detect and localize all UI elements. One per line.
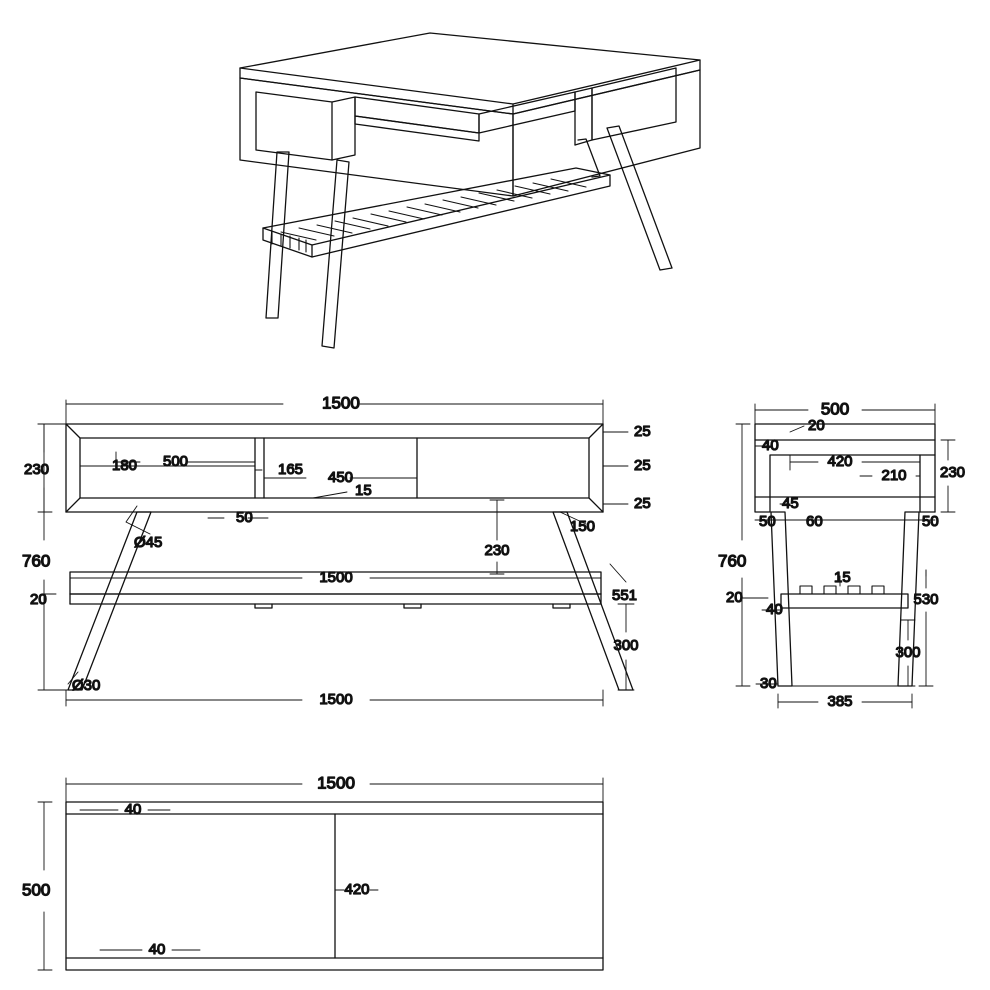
dim-front-leg-diameter-bottom: Ø30 — [72, 676, 101, 694]
dim-side-left-thickness: 50 — [759, 512, 776, 530]
dim-side-overall-depth: 500 — [820, 399, 850, 419]
dim-side-slat-base: 60 — [806, 512, 823, 530]
dim-top-front-edge: 40 — [124, 800, 142, 818]
dim-side-top-overhang: 20 — [808, 416, 825, 434]
dimension-labels — [22, 393, 965, 957]
dim-front-left-compartment: 500 — [163, 452, 189, 470]
isometric-view — [240, 33, 700, 348]
dim-front-leg-angle-dim: 150 — [570, 517, 596, 535]
dim-front-leg-diameter-top: Ø45 — [134, 533, 163, 551]
dim-side-overall-height: 760 — [718, 551, 747, 571]
dim-front-overall-width-bottom: 1500 — [319, 690, 353, 708]
dim-front-overall-width-top: 1500 — [322, 393, 360, 413]
dim-front-base-offset: 50 — [236, 508, 253, 526]
dim-side-inner-depth: 420 — [827, 452, 853, 470]
dim-side-top-thickness: 40 — [762, 436, 779, 454]
dim-front-carcass-height: 230 — [24, 460, 50, 478]
dim-front-panel-thickness-bottom: 25 — [634, 494, 651, 512]
dim-side-foot-height: 30 — [760, 674, 777, 692]
dim-front-shelf-thickness-left: 20 — [30, 590, 47, 608]
dim-front-shelf-width: 1500 — [319, 568, 353, 586]
dim-top-overall-depth: 500 — [22, 880, 51, 900]
dim-side-inner-depth-2: 210 — [881, 466, 907, 484]
dim-side-carcass-height: 230 — [940, 463, 966, 481]
dim-side-front-rail: 45 — [782, 494, 799, 512]
dim-front-shelf-drop: 230 — [484, 541, 510, 559]
dim-side-leg-span-height: 530 — [913, 590, 939, 608]
top-plan-view — [66, 802, 603, 970]
dim-front-panel-thickness-mid: 25 — [634, 456, 651, 474]
dim-front-right-compartment: 450 — [328, 468, 354, 486]
dim-side-leg-height: 300 — [895, 643, 921, 661]
dim-side-shelf-thickness: 20 — [726, 588, 743, 606]
dim-front-shelf-thickness: 15 — [355, 481, 372, 499]
dim-front-leg-height: 300 — [613, 636, 639, 654]
dim-front-panel-thickness-top: 25 — [634, 422, 651, 440]
dimension-lines — [38, 400, 955, 970]
front-elevation — [66, 424, 633, 690]
dim-side-right-thickness: 50 — [922, 512, 939, 530]
dim-front-leg-length: 551 — [612, 586, 638, 604]
dim-side-slat-width: 15 — [834, 568, 851, 586]
dim-top-center-panel: 420 — [344, 880, 370, 898]
dim-side-base-span: 385 — [827, 692, 853, 710]
dim-side-shelf-depth: 40 — [766, 600, 783, 618]
dim-front-middle-divider: 165 — [278, 460, 304, 478]
dim-top-overall-length: 1500 — [317, 773, 355, 793]
dim-top-back-edge: 40 — [148, 940, 166, 958]
dim-front-overall-height: 760 — [22, 551, 51, 571]
dim-front-left-inner: 180 — [112, 456, 138, 474]
